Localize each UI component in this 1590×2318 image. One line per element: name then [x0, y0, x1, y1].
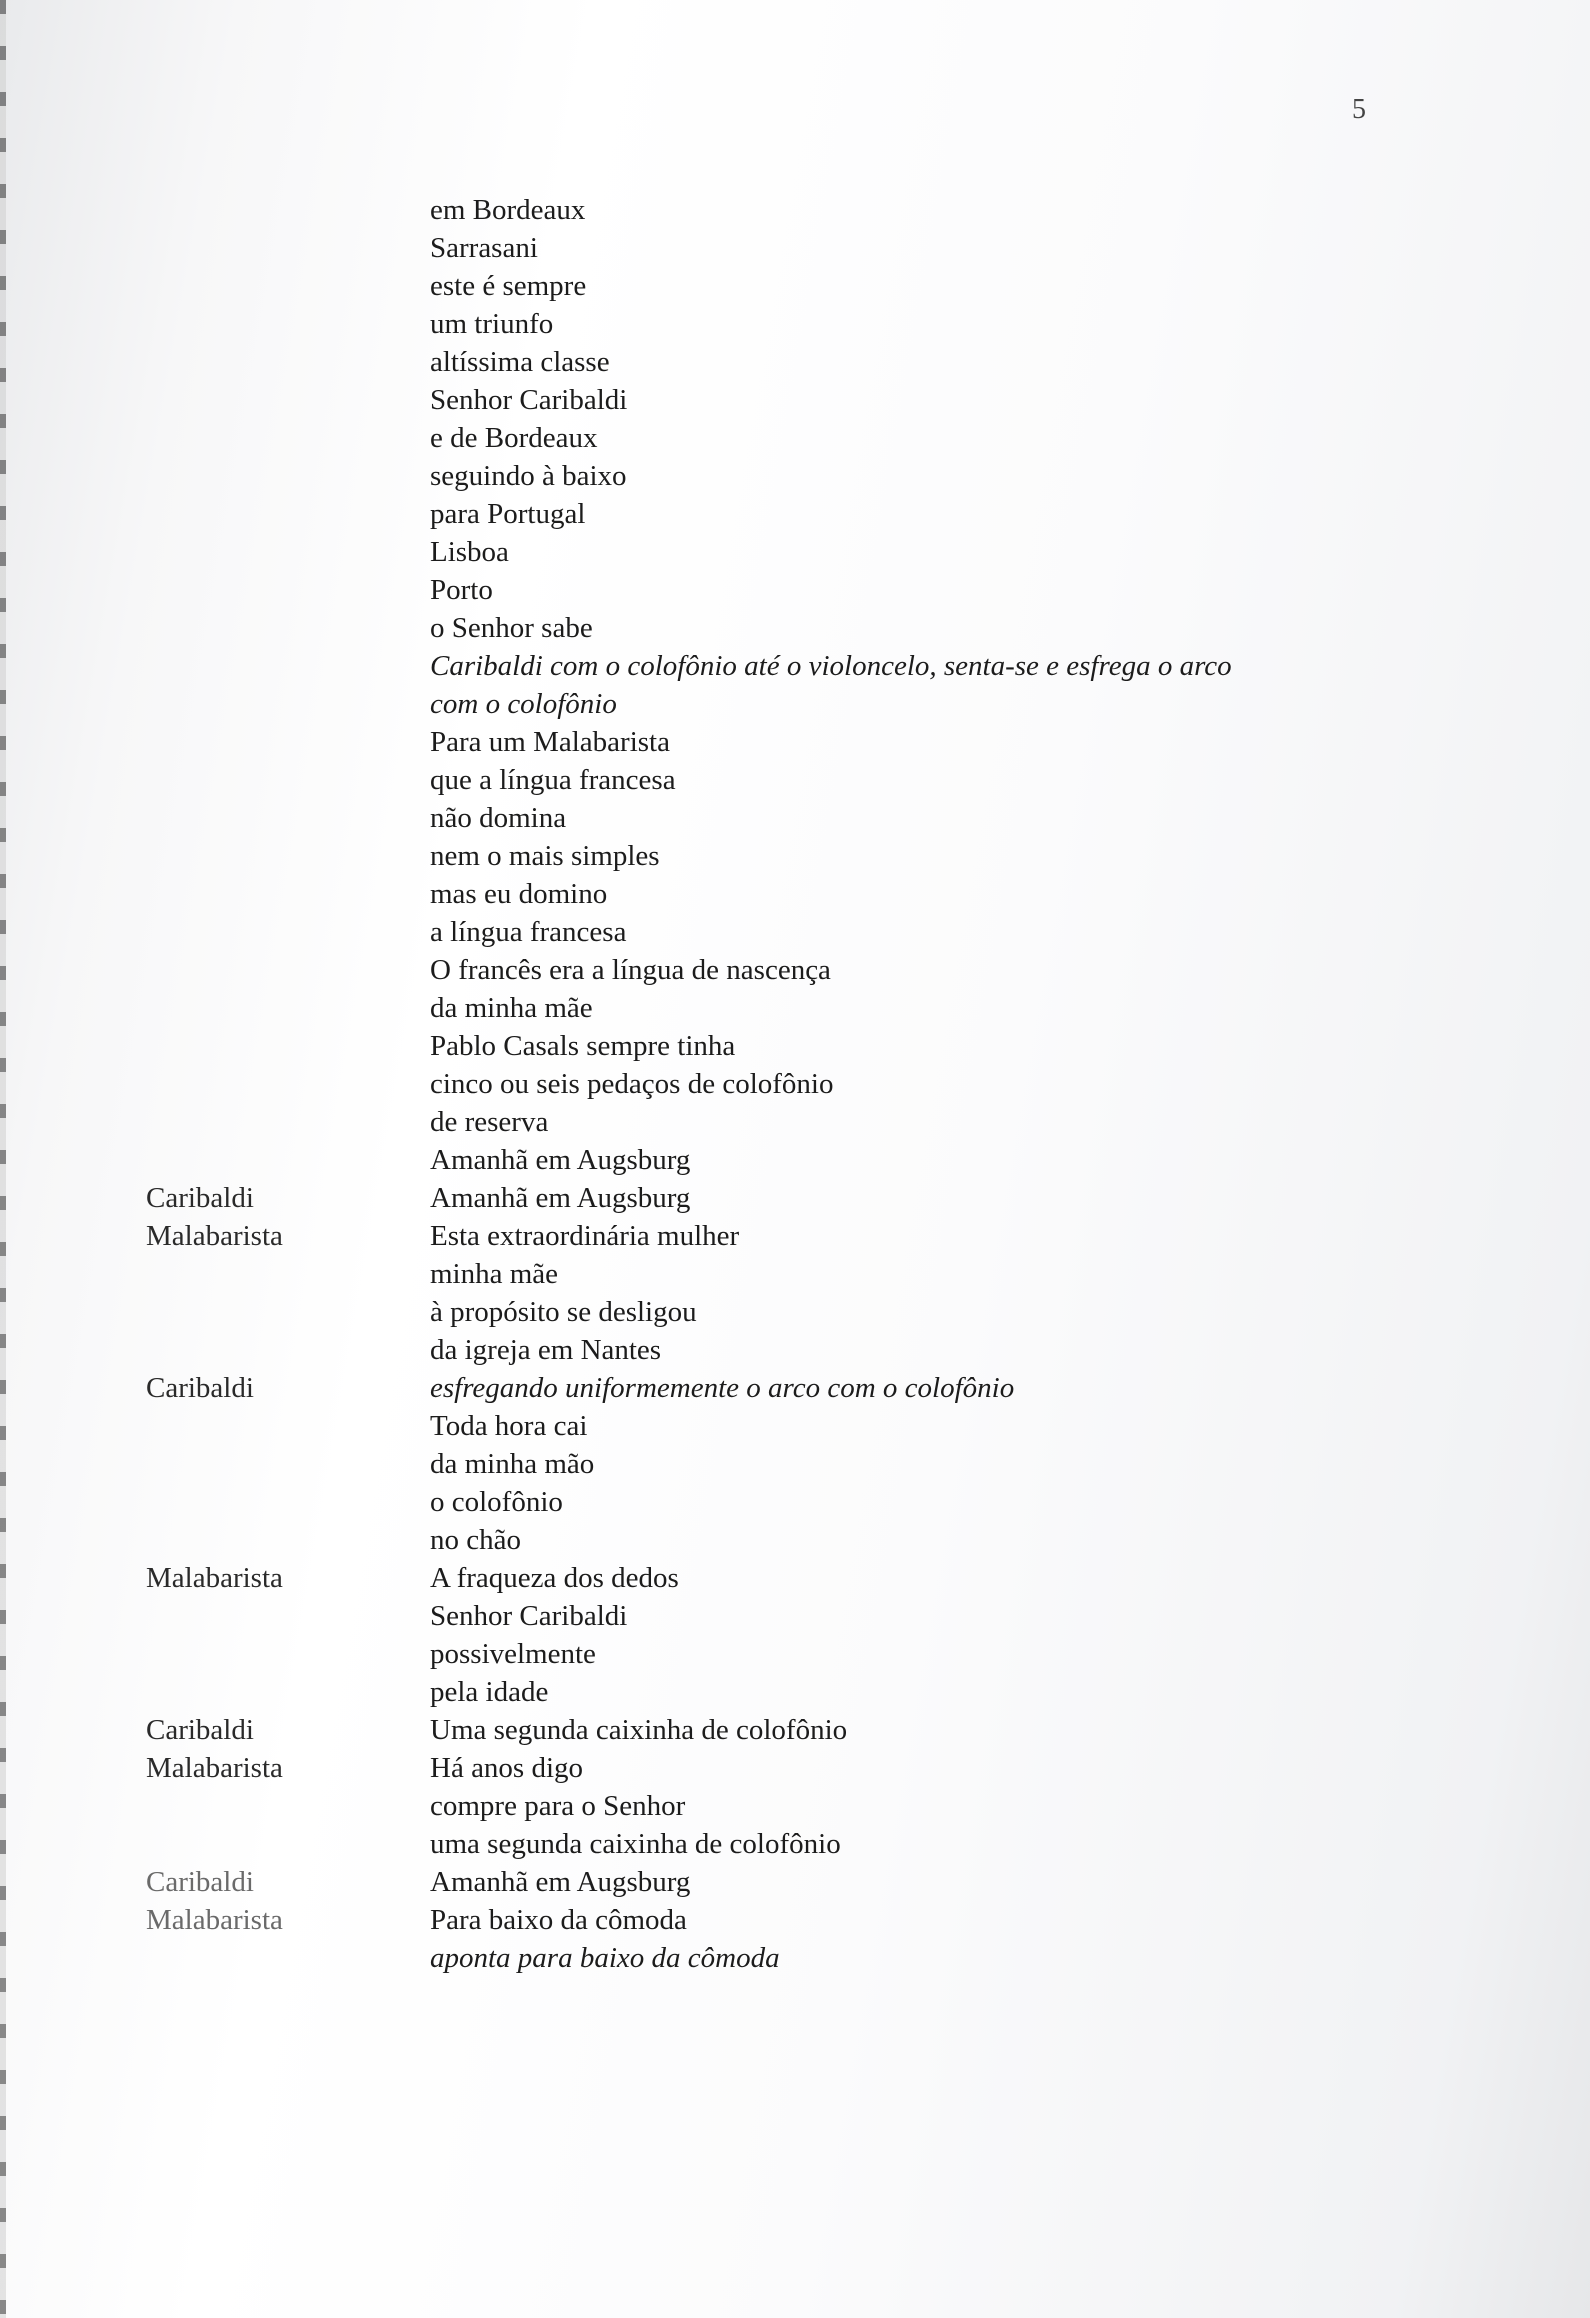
speaker-name: Malabarista [146, 1562, 283, 1594]
dialogue-line: que a língua francesa [430, 764, 676, 796]
dialogue-line: Lisboa [430, 536, 509, 568]
script-line [0, 1483, 1590, 1521]
dialogue-line: para Portugal [430, 498, 586, 530]
script-line [0, 1673, 1590, 1711]
dialogue-line: possivelmente [430, 1638, 596, 1670]
speaker-name: Malabarista [146, 1752, 283, 1784]
dialogue-line: O francês era a língua de nascença [430, 954, 831, 986]
dialogue-line: da igreja em Nantes [430, 1334, 662, 1366]
dialogue-line: o colofônio [430, 1486, 563, 1518]
script-line [0, 1217, 1590, 1255]
script-line [0, 267, 1590, 305]
stage-direction: Caribaldi com o colofônio até o violoncelo, senta-se e esfrega o arco [430, 650, 1232, 682]
dialogue-line: minha mãe [430, 1258, 559, 1290]
script-line [0, 343, 1590, 381]
script-line [0, 1065, 1590, 1103]
dialogue-line: a língua francesa [430, 916, 627, 948]
script-line [0, 1179, 1590, 1217]
dialogue-line: da minha mão [430, 1448, 595, 1480]
script-line [0, 1863, 1590, 1901]
script-line [0, 1825, 1590, 1863]
script-line [0, 837, 1590, 875]
dialogue-line: este é sempre [430, 270, 587, 302]
script-line [0, 1711, 1590, 1749]
script-line [0, 609, 1590, 647]
script-line [0, 1331, 1590, 1369]
dialogue-line: cinco ou seis pedaços de colofônio [430, 1068, 834, 1100]
script-line [0, 1787, 1590, 1825]
speaker-name: Caribaldi [146, 1714, 254, 1746]
script-line [0, 571, 1590, 609]
dialogue-line: o Senhor sabe [430, 612, 593, 644]
stage-direction: com o colofônio [430, 688, 617, 720]
script-line [0, 1369, 1590, 1407]
dialogue-line: um triunfo [430, 308, 554, 340]
dialogue-line: altíssima classe [430, 346, 610, 378]
dialogue-line: pela idade [430, 1676, 549, 1708]
dialogue-line: Pablo Casals sempre tinha [430, 1030, 736, 1062]
play-script [0, 191, 1590, 1977]
stage-direction: esfregando uniformemente o arco com o colofônio [430, 1372, 1015, 1404]
script-line [0, 381, 1590, 419]
script-line [0, 191, 1590, 229]
dialogue-line: Esta extraordinária mulher [430, 1220, 740, 1252]
dialogue-line: Uma segunda caixinha de colofônio [430, 1714, 848, 1746]
dialogue-line: mas eu domino [430, 878, 608, 910]
dialogue-line: Para baixo da cômoda [430, 1904, 687, 1936]
script-line [0, 1939, 1590, 1977]
script-line [0, 1027, 1590, 1065]
speaker-name: Caribaldi [146, 1372, 254, 1404]
speaker-name: Caribaldi [146, 1182, 254, 1214]
script-line [0, 1749, 1590, 1787]
dialogue-line: A fraqueza dos dedos [430, 1562, 679, 1594]
script-line [0, 1141, 1590, 1179]
script-line [0, 723, 1590, 761]
script-line [0, 1103, 1590, 1141]
dialogue-line: não domina [430, 802, 567, 834]
script-line [0, 761, 1590, 799]
script-line [0, 1635, 1590, 1673]
script-line [0, 799, 1590, 837]
script-line [0, 419, 1590, 457]
script-line [0, 647, 1590, 685]
dialogue-line: nem o mais simples [430, 840, 660, 872]
dialogue-line: seguindo à baixo [430, 460, 627, 492]
script-line [0, 305, 1590, 343]
script-line [0, 951, 1590, 989]
script-line [0, 1521, 1590, 1559]
script-line [0, 229, 1590, 267]
dialogue-line: à propósito se desligou [430, 1296, 697, 1328]
dialogue-line: de reserva [430, 1106, 549, 1138]
script-line [0, 533, 1590, 571]
dialogue-line: Amanhã em Augsburg [430, 1182, 691, 1214]
script-line [0, 1255, 1590, 1293]
page-number: 5 [1352, 94, 1366, 125]
script-line [0, 495, 1590, 533]
script-line [0, 1901, 1590, 1939]
script-line [0, 457, 1590, 495]
speaker-name: Malabarista [146, 1220, 283, 1252]
script-line [0, 1293, 1590, 1331]
dialogue-line: no chão [430, 1524, 521, 1556]
stage-direction: aponta para baixo da cômoda [430, 1942, 780, 1974]
dialogue-line: e de Bordeaux [430, 422, 598, 454]
script-line [0, 1445, 1590, 1483]
dialogue-line: uma segunda caixinha de colofônio [430, 1828, 841, 1860]
dialogue-line: Para um Malabarista [430, 726, 670, 758]
dialogue-line: Senhor Caribaldi [430, 1600, 628, 1632]
script-line [0, 1559, 1590, 1597]
dialogue-line: da minha mãe [430, 992, 593, 1024]
script-line [0, 875, 1590, 913]
dialogue-line: Porto [430, 574, 493, 606]
script-line [0, 1407, 1590, 1445]
dialogue-line: compre para o Senhor [430, 1790, 686, 1822]
dialogue-line: Senhor Caribaldi [430, 384, 628, 416]
dialogue-line: Toda hora cai [430, 1410, 588, 1442]
script-line [0, 685, 1590, 723]
script-line [0, 1597, 1590, 1635]
dialogue-line: Há anos digo [430, 1752, 584, 1784]
script-line [0, 913, 1590, 951]
dialogue-line: Amanhã em Augsburg [430, 1144, 691, 1176]
dialogue-line: Amanhã em Augsburg [430, 1866, 691, 1898]
script-line [0, 989, 1590, 1027]
dialogue-line: em Bordeaux [430, 194, 586, 226]
dialogue-line: Sarrasani [430, 232, 538, 264]
speaker-name: Caribaldi [146, 1866, 254, 1898]
speaker-name: Malabarista [146, 1904, 283, 1936]
